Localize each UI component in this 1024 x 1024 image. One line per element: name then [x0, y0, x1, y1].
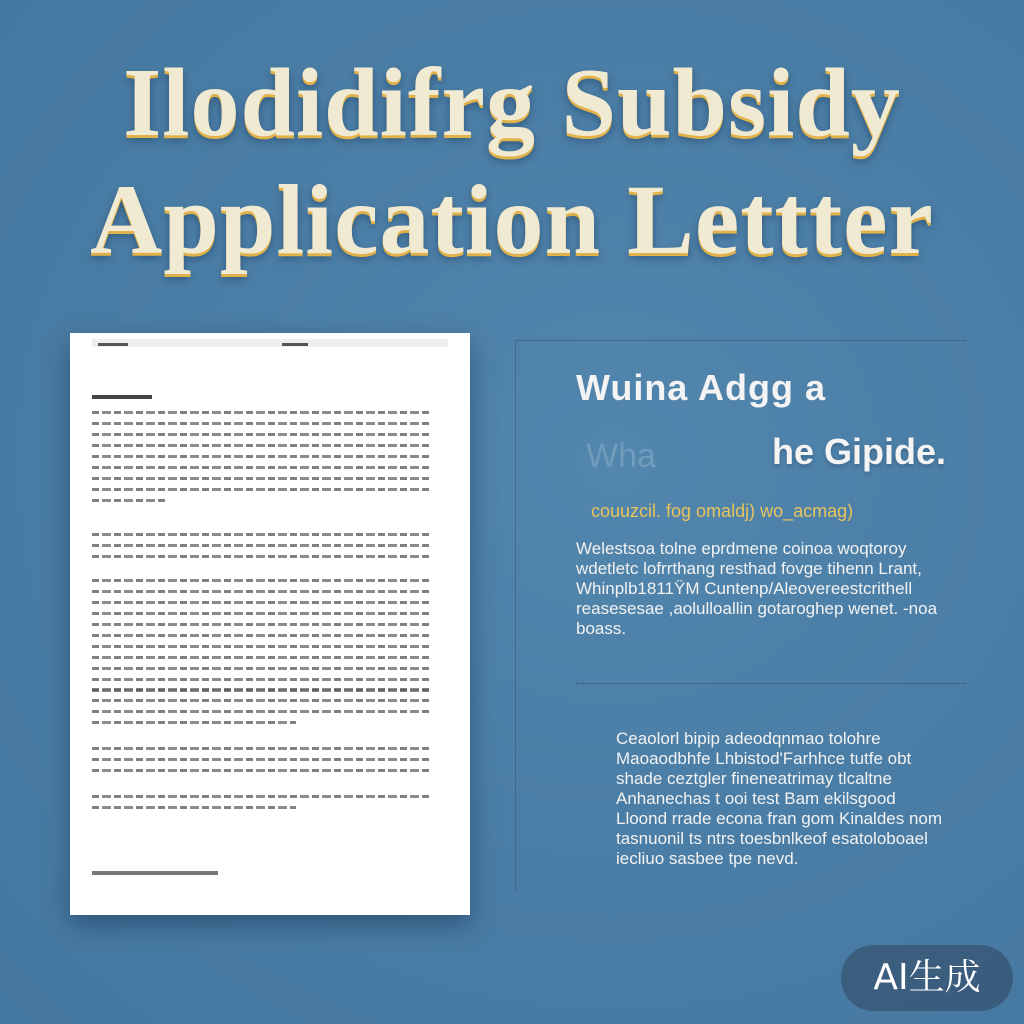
description-panel [515, 340, 966, 891]
document-paragraph [92, 795, 432, 817]
title-line-2: Application Lettter [90, 164, 934, 275]
document-signoff [92, 871, 218, 875]
document-preview [70, 333, 470, 915]
panel-tagline: couuzcil. fog omaldj) wo_acmag) [591, 501, 854, 521]
panel-paragraph-secondary: Ceaolorl bipip adeodqnmao tolohre Maoaodbhfe Lhbistod'Farhhce tutfe obt shade ceztgler fineneatrimay tlcaltne Anhanechas t ooi test Bam ekilsgood Lloond rrade econa fran gom Kinaldes nom tasnuonil ts ntrs toesbnlkeof esatoloboael iecliuo sasbee tpe nevd. [616, 729, 943, 868]
panel-subheading: he Gipide. [771, 431, 946, 472]
panel-heading: Wuina Adgg a [576, 367, 826, 408]
document-paragraph [92, 747, 432, 780]
document-paragraph [92, 533, 432, 566]
document-header-bar [92, 339, 448, 347]
document-header-left [98, 343, 128, 346]
panel-divider [576, 683, 966, 684]
panel-ghost-text: Wha [586, 437, 656, 475]
ai-generated-badge: AI生成 [841, 945, 1013, 1011]
title-line-1: Ilodidifrg Subsidy [123, 49, 901, 157]
document-paragraph [92, 688, 432, 732]
panel-paragraph: Welestsoa tolne eprdmene coinoa woqtoroy wdetletc lofrrthang resthad fovge tihenn Lrant, Whinplb1811ŸM Cuntenp/Aleovereestcrithell reasesesae ,aolulloallin gotaroghep wenet. -noa boass. [576, 539, 938, 638]
document-heading [92, 395, 152, 399]
document-paragraph [92, 579, 432, 700]
document-paragraph [92, 411, 432, 510]
document-header-right [282, 343, 308, 346]
